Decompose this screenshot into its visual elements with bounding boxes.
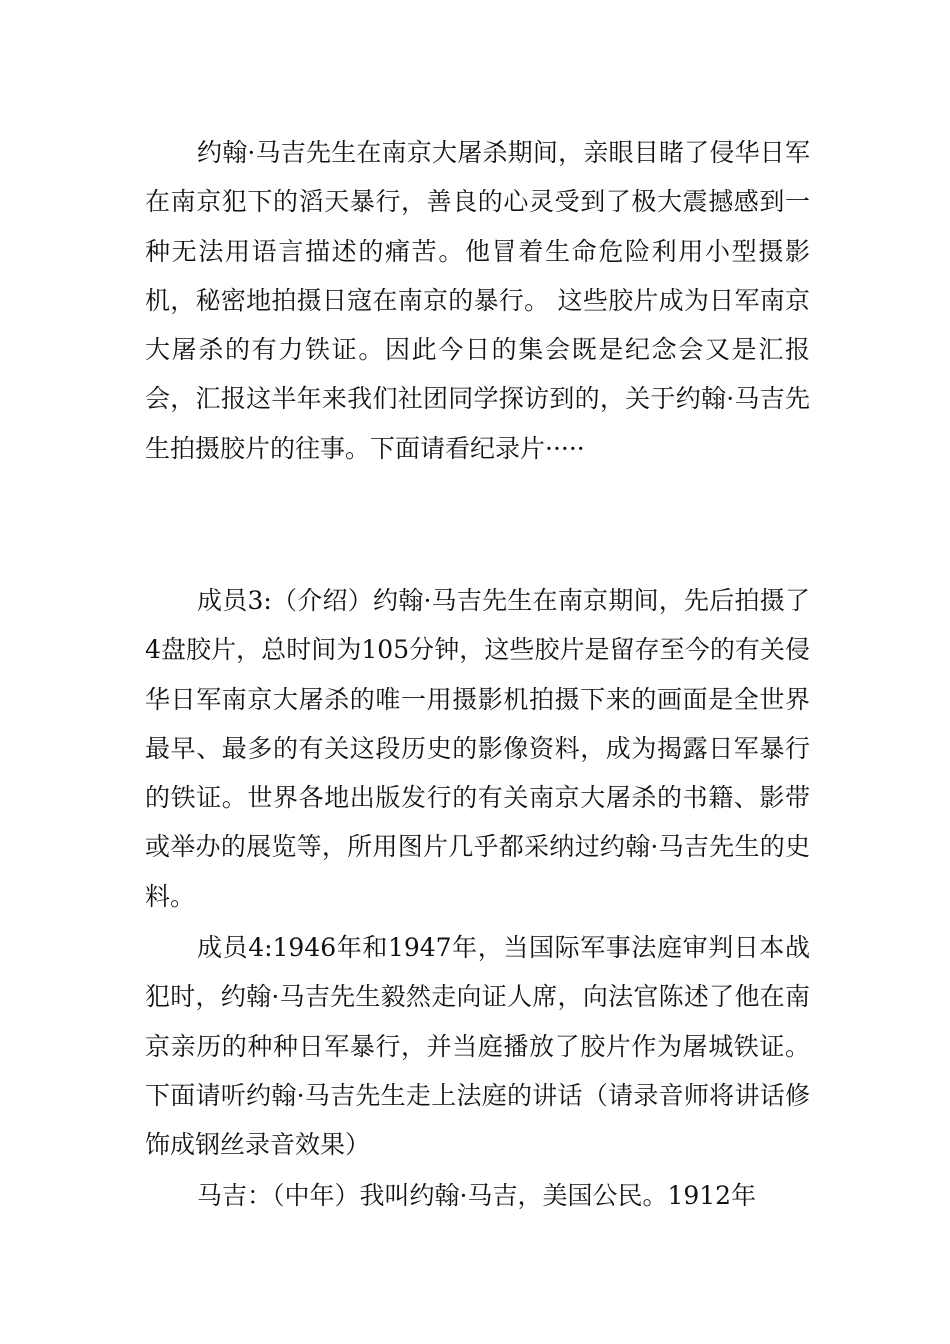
paragraph-magee: 马吉：（中年）我叫约翰·马吉，美国公民。1912年 <box>197 1181 757 1210</box>
paragraph-intro: 约翰·马吉先生在南京大屠杀期间，亲眼目睹了侵华日军在南京犯下的滔天暴行，善良的心灵受到了极大震撼感到一种无法用语言描述的痛苦。他冒着生命危险利用小型摄影机，秘密地拍摄日寇在南京的暴行。 这些胶片成为日军南京大屠杀的有力铁证。因此今日的集会既是纪念会又是汇报会，汇报这半年来我们社团同学探访到的，关于约翰·马吉先生拍摄胶片的往事。下面请看纪录片····· <box>145 138 810 463</box>
paragraph-member-4: 成员4:1946年和1947年，当国际军事法庭审判日本战犯时，约翰·马吉先生毅然走向证人席，向法官陈述了他在南京亲历的种种日军暴行，并当庭播放了胶片作为屠城铁证。下面请听约翰·马吉先生走上法庭的讲话（请录音师将讲话修饰成钢丝录音效果） <box>145 933 810 1160</box>
paragraph-member-3: 成员3:（介绍）约翰·马吉先生在南京期间，先后拍摄了4盘胶片，总时间为105分钟，这些胶片是留存至今的有关侵华日军南京大屠杀的唯一用摄影机拍摄下来的画面是全世界最早、最多的有关这段历史的影像资料，成为揭露日军暴行的铁证。世界各地出版发行的有关南京大屠杀的书籍、影带或举办的展览等，所用图片几乎都采纳过约翰·马吉先生的史料。 <box>145 586 810 911</box>
